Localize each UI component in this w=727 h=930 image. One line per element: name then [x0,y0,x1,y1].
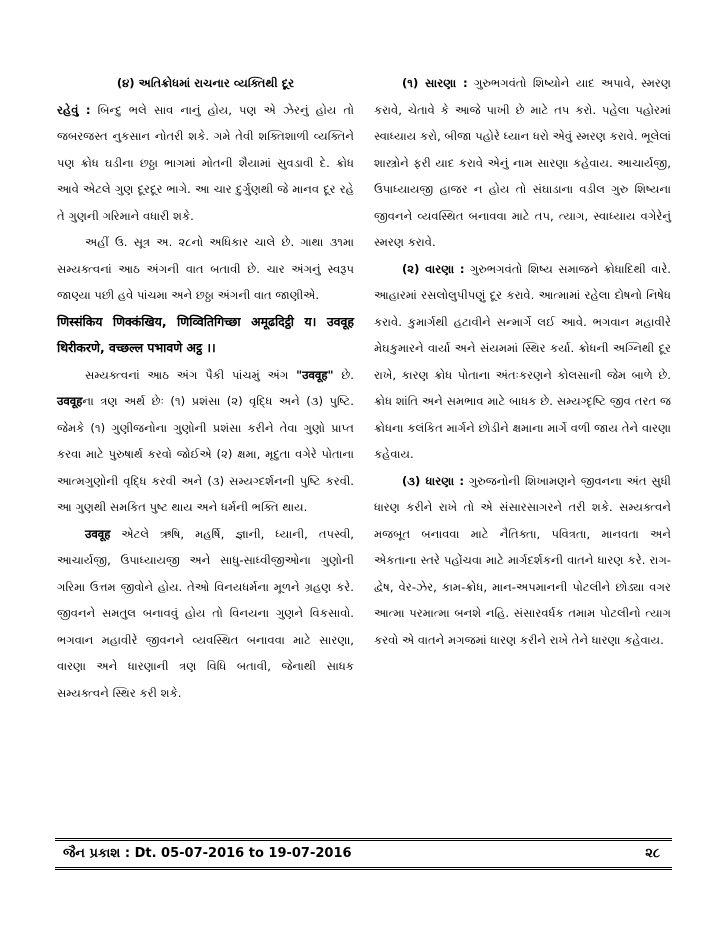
term-highlight: उववूह [85,526,111,541]
paragraph-lead: રહેવું : [57,102,91,117]
paragraph-dharana [374,468,671,654]
paragraph-text: સમ્યક્ત્વનાં આઠ અંગ પૈકી પાંચમું અંગ [85,367,297,382]
paragraph-text: ગુરુજનોની શિખામણને જીવનના અંત સુધી ધારણ કરીને રાખે તો એ સંસારસાગરને તરી શકે. સમ્યક્ત્વને મજબૂત બનાવવા માટે નૈતિક્તા, પવિત્રતા, માનવતા અને એકતાના સ્તરે પહોંચવા માટે માર્ગદર્શકની વાતને ધારણ કરે. રાગ-દ્વેષ, વેર-ઝેર, કામ-ક્રોધ, માન-અપમાનની પોટલીને છોડ્યા વગર આત્મા પરમાત્મા બનશે નહિ. સંસારવર્ધક તમામ પોટલીનો ત્યાગ કરવો એ વાતને મગજમાં ધારણ કરીને રાખે તેને ધારણા કહેવાય. [374,473,671,647]
publication-date: જૈન પ્રકાશ : Dt. 05-07-2016 to 19-07-2016 [63,846,352,861]
right-column [374,70,671,653]
page-footer [55,838,672,870]
term-highlight: उववूह [57,394,83,408]
paragraph-text: બિન્દુ ભલે સાવ નાનું હોય, પણ એ ઝેરનું હોય તો જબરજસ્ત નુકસાન નોતરી શકે. ગમે તેવી શક્તિશાળી વ્યક્તિને પણ ક્રોધ ઘડીના છઠ્ઠા ભાગમાં મોતની શૈયામાં સુવડાવી દે. ક્રોધ આવે એટલે ગુણ દૂરદૂર ભાગે. આ ચાર દુર્ગુણથી જે માનવ દૂર રહે તે ગુણની ગરિમાને વધારી શકે. [57,102,354,223]
page-number: ૨૮ [645,846,660,861]
paragraph-lead: (૩) ધારણા : [402,473,465,488]
paragraph-lead: (૨) વારણા : [402,261,465,276]
paragraph-text: ના ત્રણ અર્થ છેઃ (૧) પ્રશંસા (૨) વૃદ્ધિ અને (૩) પુષ્ટિ. જેમકે (૧) ગુણીજનોના ગુણોની પ્રશંસા કરીને તેવા ગુણો પ્રાપ્ત કરવા માટે પુરુષાર્થ કરવો જોઈએ (૨) ક્ષમા, મૃદુતા વગેરે પોતાના આત્મગુણોની વૃદ્ધિ કરવી અને (૩) સમ્યગ્દર્શનની પુષ્ટિ કરવી. આ ગુણથી સમકિત પુષ્ટ થાય અને ધર્મની ભક્તિ થાય. [57,394,354,514]
paragraph-uvavuh-virtues [57,521,354,707]
paragraph-varana [374,256,671,468]
left-column [57,70,354,706]
paragraph-anger [57,97,354,230]
prakrit-verse: णिस्संकिय णिक्कंखिय, णिव्वितिगिच्छा अमूढदिट्ठी य। उववूह थिरीकरणे, वच्छल्ल पभावणे अट्ठ ।। [57,313,354,355]
paragraph-sutra: અહીં ઉ. સૂત્ર અ. ૨૮નો અધિકાર ચાલે છે. ગાથા ૩૧મા સમ્યક્ત્વનાં આઠ અંગની વાત બતાવી છે. ચાર અંગનું સ્વરૂપ જાણ્યા પછી હવે પાંચમા અને છઠ્ઠા અંગની વાત જાણીએ. [57,235,354,302]
paragraph-text: ગુરુભગવંતો શિષ્ય સમાજને ક્રોધાદિથી વારે. આહારમાં રસલોલુપીપણું દૂર કરાવે. આત્મામાં રહેલા દોષનો નિષેધ કરાવે. કુમાર્ગથી હટાવીને સન્માર્ગે લઈ આવે. ભગવાન મહાવીરે મેઘકુમારને વાર્યા અને સંયમમાં સ્થિર કર્યા. ક્રોધની અગ્નિથી દૂર રાખે, કારણ ક્રોધ પોતાના અંતઃકરણને કોલસાની જેમ બાળે છે. ક્રોધ શાંતિ અને સમભાવ માટે બાધક છે. સમ્યગ્દૃષ્ટિ જીવ તરત જ ક્રોધના કલંકિત માર્ગને છોડીને ક્ષમાના માર્ગે વળી જાય તેને વારણા કહેવાય. [374,261,671,461]
section-heading-4: (૪) અતિક્રોધમાં રાચનાર વ્યક્તિથી દૂર [116,76,295,90]
paragraph-lead: (૧) સારણા : [402,76,468,90]
paragraph-text: ગુરુભગવંતો શિષ્યોને યાદ અપાવે, સ્મરણ કરાવે, ચેતાવે કે આજે પાખી છે માટે તપ કરો. પહેલા પહોરમાં સ્વાધ્યાય કરો, બીજા પહોરે ધ્યાન ધરો એવું સ્મરણ કરાવે. ભૂલેલાં શાસ્ત્રોને ફરી યાદ કરાવે એનું નામ સારણા કહેવાય. આચાર્યજી, ઉપાધ્યાયજી હાજર ન હોય તો સંઘાડાના વડીલ ગુરુ શિષ્યના જીવનને વ્યવસ્થિત બનાવવા માટે તપ, ત્યાગ, સ્વાધ્યાય વગેરેનું સ્મરણ કરાવે. [374,76,671,249]
paragraph-sarana [374,70,671,256]
paragraph-text: એટલે ઋષિ, મહર્ષિ, જ્ઞાની, ધ્યાની, તપસ્વી, આચાર્યજી, ઉપાધ્યાયજી અને સાધુ-સાધ્વીજીઓના ગુણોની ગરિમા ઉત્તમ જીવોને હોય. તેઓ વિનયધર્મના મૂળને ગ્રહણ કરે. જીવનને સમતુલ બનાવવું હોય તો વિનયના ગુણને વિકસાવો. ભગવાન મહાવીરે જીવનને વ્યવસ્થિત બનાવવા માટે સારણા, વારણા અને ધારણાની ત્રણ વિધિ બતાવી, જેનાથી સાધક સમ્યક્ત્વને સ્થિર કરી શકે. [57,526,354,700]
paragraph-text: છે. [333,367,354,382]
paragraph-uvavuh-meaning [57,362,354,521]
term-highlight: "उववूह" [296,367,334,382]
